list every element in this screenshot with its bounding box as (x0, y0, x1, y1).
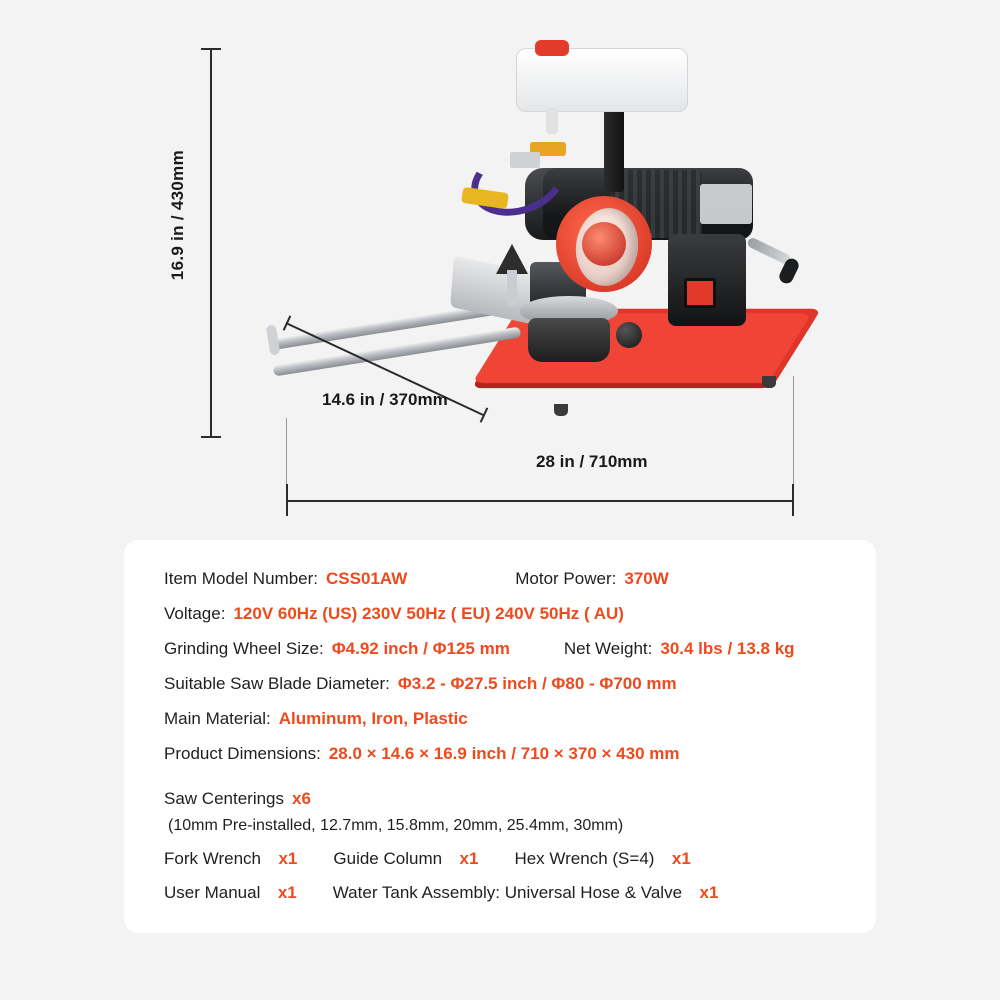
hex-wrench-label: Hex Wrench (S=4) (514, 848, 655, 868)
tank-spout (546, 108, 558, 134)
motor-nameplate (700, 184, 752, 224)
blade-diameter-label: Suitable Saw Blade Diameter: (164, 673, 390, 693)
spec-row-model (164, 568, 836, 591)
width-dimension-label: 28 in / 710mm (536, 452, 648, 471)
turret-base (528, 318, 610, 362)
tank-cap (535, 40, 569, 56)
hex-wrench-qty: x1 (671, 848, 691, 868)
height-dimension-label: 16.9 in / 430mm (168, 150, 187, 281)
net-weight-value: 30.4 lbs / 13.8 kg (660, 638, 795, 658)
base-foot (554, 404, 568, 416)
motor-power-value: 370W (624, 569, 669, 588)
spec-row-blade-diameter (164, 673, 836, 696)
fork-wrench-label: Fork Wrench (164, 848, 261, 868)
base-plate (472, 313, 811, 382)
water-tank (516, 48, 688, 112)
saw-centerings-qty: x6 (292, 788, 311, 808)
rail-end-cap (266, 324, 281, 355)
lock-knob (616, 322, 642, 348)
material-value: Aluminum, Iron, Plastic (278, 708, 468, 728)
spec-row-material (164, 708, 836, 731)
package-row-tools (164, 849, 836, 869)
saw-centerings-note: (10mm Pre-installed, 12.7mm, 15.8mm, 20mm, 25.4mm, 30mm) (168, 816, 624, 834)
saw-centerings-label: Saw Centerings (164, 788, 285, 808)
material-label: Main Material: (164, 708, 271, 728)
net-weight-label: Net Weight: (563, 638, 653, 658)
model-value: CSS01AW (326, 569, 408, 588)
guide-column-qty: x1 (459, 848, 479, 868)
package-row-docs (164, 883, 836, 903)
water-tank-assembly-qty: x1 (699, 882, 719, 902)
user-manual-label: User Manual (164, 882, 261, 902)
motor-power-label: Motor Power: (515, 569, 617, 588)
width-dimension-line (286, 500, 794, 502)
spec-row-voltage (164, 603, 836, 626)
grinding-wheel-value: Φ4.92 inch / Φ125 mm (331, 638, 510, 658)
voltage-value: 120V 60Hz (US) 230V 50Hz ( EU) 240V 50Hz ( AU) (233, 603, 624, 623)
spec-sticker (510, 152, 540, 168)
blade-diameter-value: Φ3.2 - Φ27.5 inch / Φ80 - Φ700 mm (397, 673, 677, 693)
product-dimensions-label: Product Dimensions: (164, 743, 321, 763)
power-switch (684, 278, 716, 308)
depth-dimension-label: 14.6 in / 370mm (322, 390, 448, 409)
spec-row-wheel-weight (164, 638, 836, 661)
water-tank-assembly-label: Water Tank Assembly: Universal Hose & Valve (332, 882, 683, 902)
voltage-label: Voltage: (164, 603, 226, 623)
spec-row-dimensions (164, 743, 836, 766)
wheel-hub (582, 222, 626, 266)
specification-card (124, 540, 876, 933)
fork-wrench-qty: x1 (278, 848, 298, 868)
package-row-centerings (164, 788, 836, 811)
height-dimension-line (210, 48, 212, 438)
product-dimensions-value: 28.0 × 14.6 × 16.9 inch / 710 × 370 × 430 mm (328, 743, 680, 763)
model-label: Item Model Number: (164, 569, 318, 588)
grinding-wheel-label: Grinding Wheel Size: (164, 638, 324, 658)
centering-post (507, 270, 517, 306)
base-foot (762, 376, 776, 388)
user-manual-qty: x1 (277, 882, 297, 902)
guide-column-label: Guide Column (333, 848, 443, 868)
